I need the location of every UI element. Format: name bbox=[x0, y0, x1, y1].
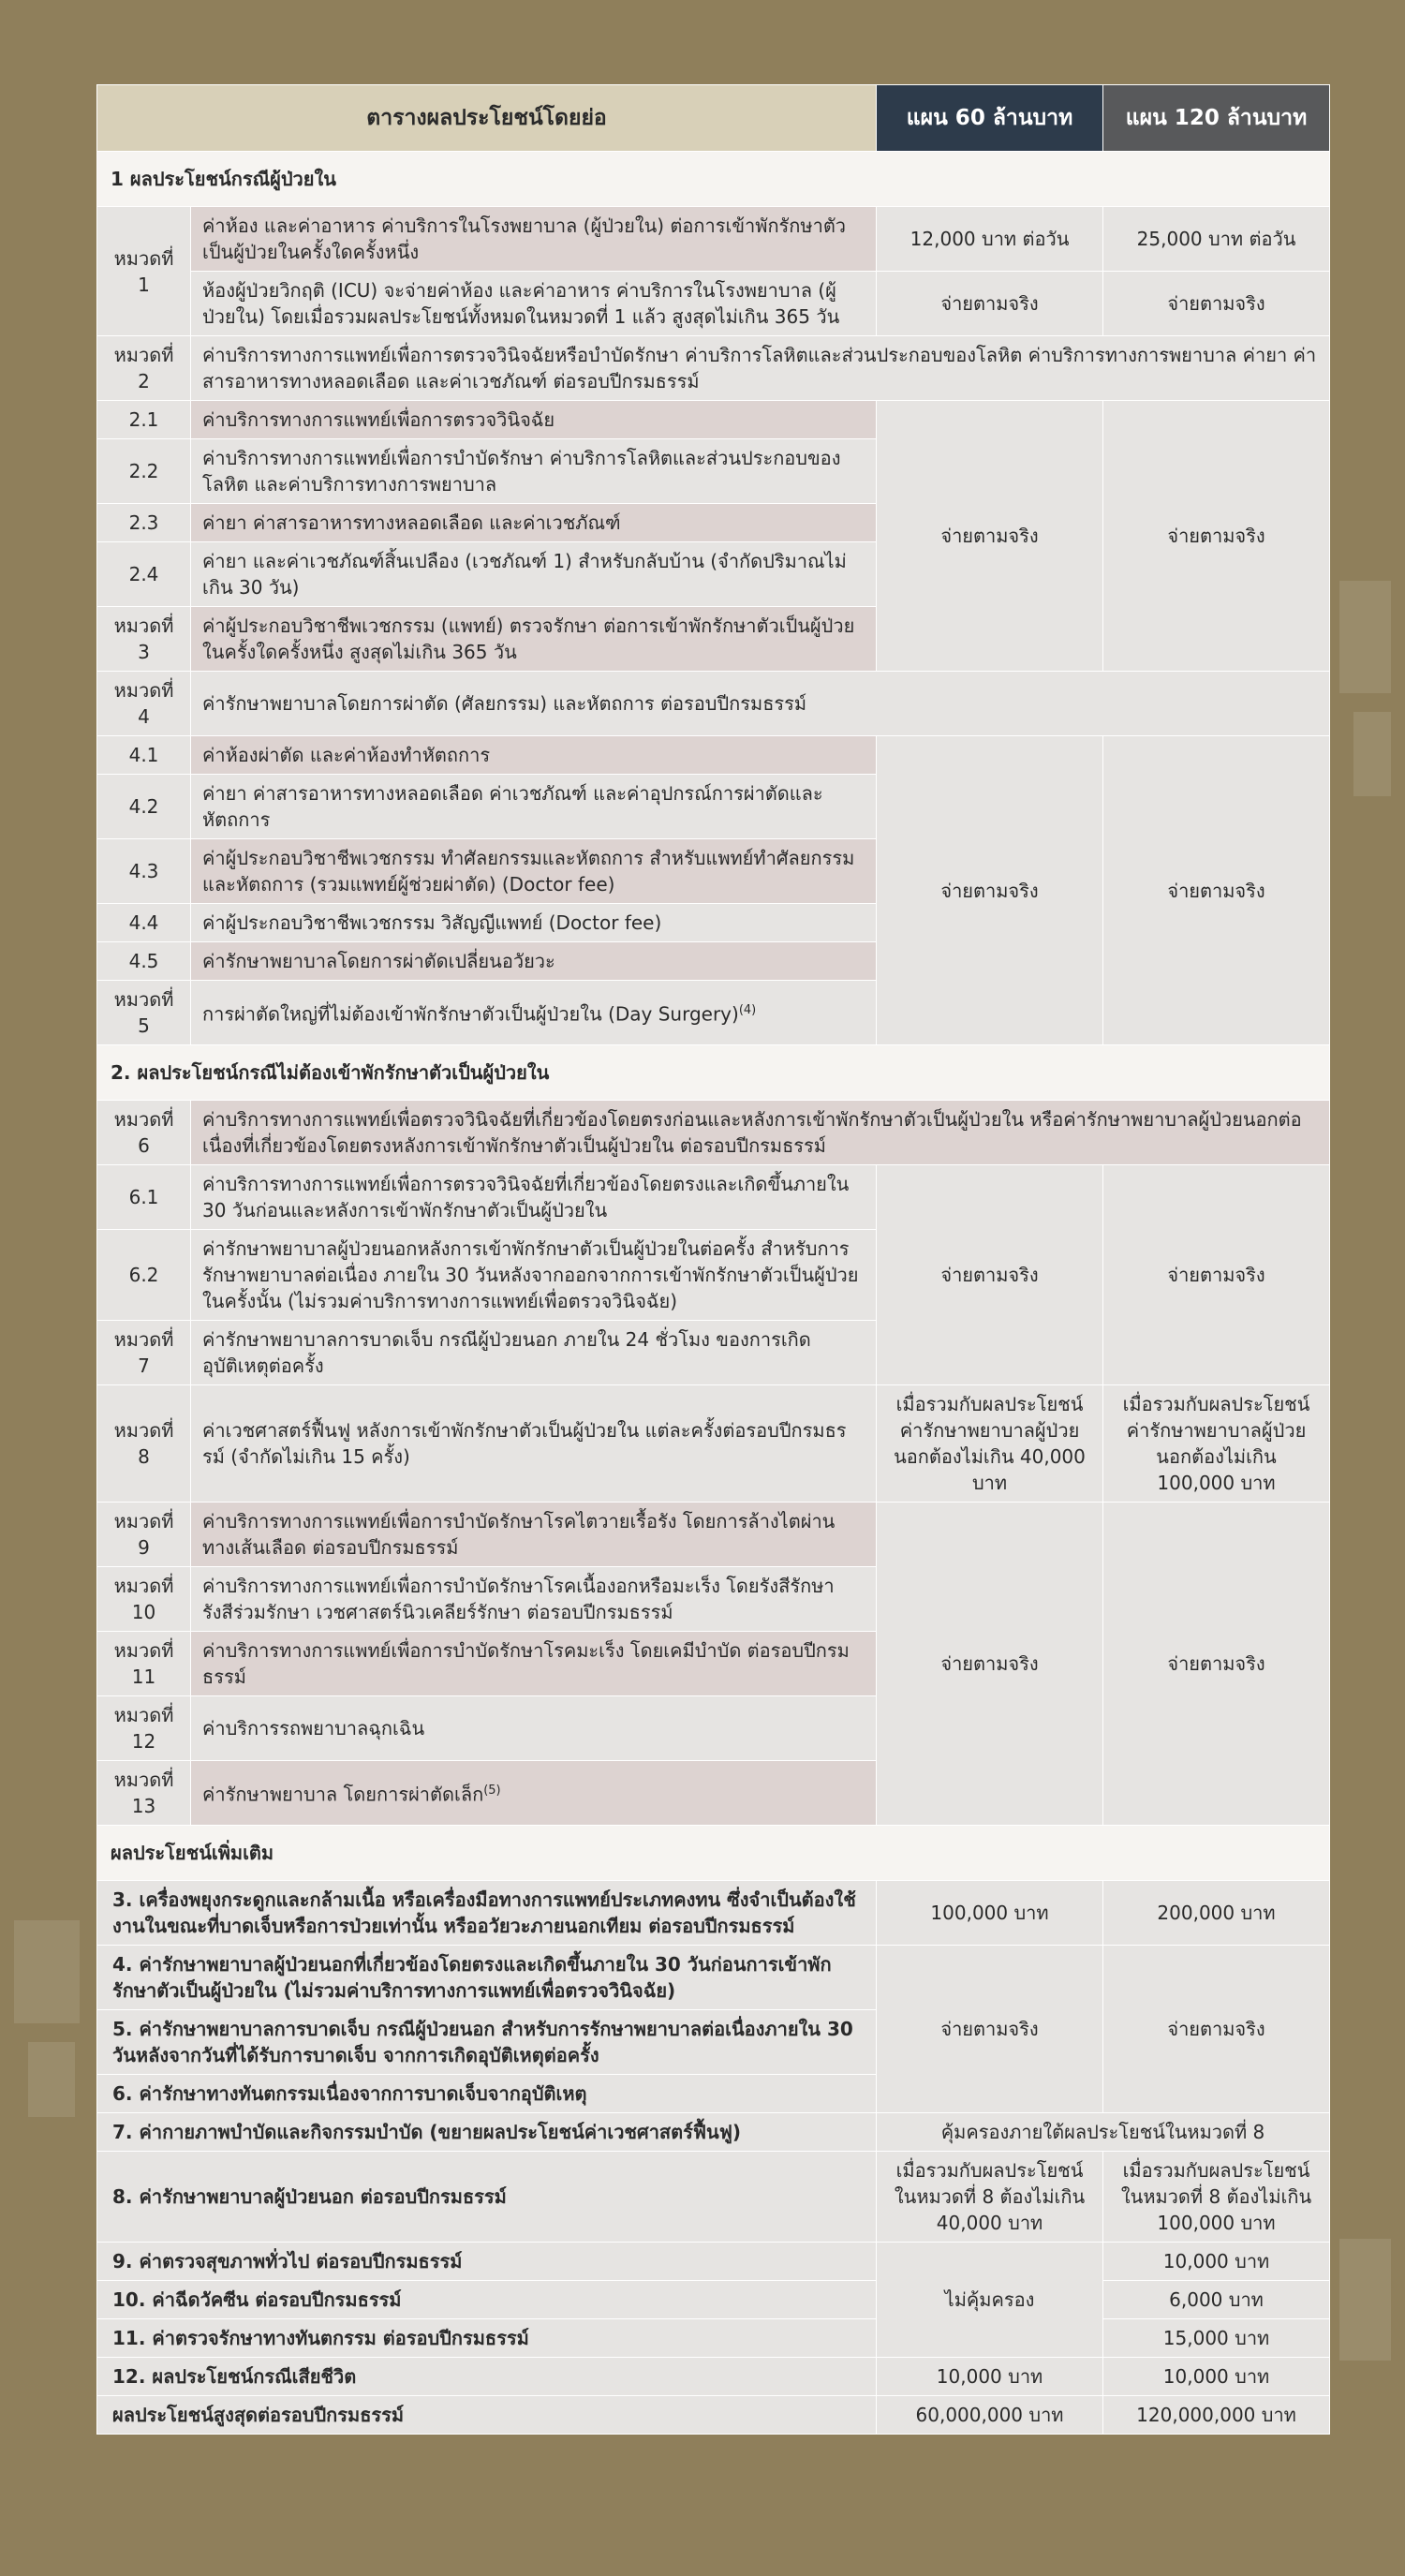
category-label: หมวดที่ 13 bbox=[97, 1761, 191, 1826]
plan-shared-value: คุ้มครองภายใต้ผลประโยชน์ในหมวดที่ 8 bbox=[877, 2113, 1330, 2152]
plan-60-value: จ่ายตามจริง bbox=[877, 1503, 1103, 1826]
benefit-description: ค่าห้องผ่าตัด และค่าห้องทำหัตถการ bbox=[191, 736, 877, 775]
item-number: 2.4 bbox=[97, 542, 191, 607]
item-number: 4.3 bbox=[97, 839, 191, 904]
table-row bbox=[97, 736, 1330, 775]
table-title: ตารางผลประโยชน์โดยย่อ bbox=[97, 85, 877, 152]
item-number: 4.1 bbox=[97, 736, 191, 775]
table-row bbox=[97, 1503, 1330, 1567]
plan-60-value: จ่ายตามจริง bbox=[877, 1946, 1103, 2113]
benefit-description: ค่าผู้ประกอบวิชาชีพเวชกรรม วิสัญญีแพทย์ (Doctor fee) bbox=[191, 904, 877, 942]
plan-60-header: แผน 60 ล้านบาท bbox=[877, 85, 1103, 152]
benefit-description: ค่าบริการทางการแพทย์เพื่อการบำบัดรักษาโรคไตวายเรื้อรัง โดยการล้างไตผ่านทางเส้นเลือด ต่อรอบปีกรมธรรม์ bbox=[191, 1503, 877, 1567]
benefit-description: 8. ค่ารักษาพยาบาลผู้ป่วยนอก ต่อรอบปีกรมธรรม์ bbox=[97, 2152, 877, 2243]
benefit-description: 11. ค่าตรวจรักษาทางทันตกรรม ต่อรอบปีกรมธรรม์ bbox=[97, 2319, 877, 2358]
category-label: หมวดที่ 7 bbox=[97, 1321, 191, 1385]
decorative-pattern bbox=[1353, 712, 1391, 796]
benefit-description: ค่ายา และค่าเวชภัณฑ์สิ้นเปลือง (เวชภัณฑ์ 1) สำหรับกลับบ้าน (จำกัดปริมาณไม่เกิน 30 วัน) bbox=[191, 542, 877, 607]
plan-120-header: แผน 120 ล้านบาท bbox=[1103, 85, 1330, 152]
table-row bbox=[97, 1946, 1330, 2010]
benefit-description bbox=[191, 981, 877, 1045]
benefit-description: ค่าบริการทางการแพทย์เพื่อการบำบัดรักษาโรคมะเร็ง โดยเคมีบำบัด ต่อรอบปีกรมธรรม์ bbox=[191, 1632, 877, 1696]
table-row bbox=[97, 401, 1330, 439]
category-label: หมวดที่ 4 bbox=[97, 672, 191, 736]
benefit-description: ผลประโยชน์สูงสุดต่อรอบปีกรมธรรม์ bbox=[97, 2396, 877, 2435]
benefit-description-text: การผ่าตัดใหญ่ที่ไม่ต้องเข้าพักรักษาตัวเป็นผู้ป่วยใน (Day Surgery) bbox=[202, 1002, 739, 1026]
benefit-description: ค่ารักษาพยาบาลผู้ป่วยนอกหลังการเข้าพักรักษาตัวเป็นผู้ป่วยในต่อครั้ง สำหรับการรักษาพยาบาลต่อเนื่อง ภายใน 30 วันหลังจากออกจากการเข้าพักรักษาตัวเป็นผู้ป่วยในครั้งนั้น (ไม่รวมค่าบริการทางการแพทย์เพื่อตรวจวินิจฉัย) bbox=[191, 1230, 877, 1321]
plan-120-value: 15,000 บาท bbox=[1103, 2319, 1330, 2358]
item-number: 6.2 bbox=[97, 1230, 191, 1321]
table-row bbox=[97, 2243, 1330, 2281]
plan-120-value: จ่ายตามจริง bbox=[1103, 736, 1330, 1045]
table-row bbox=[97, 2113, 1330, 2152]
decorative-pattern bbox=[1339, 581, 1391, 693]
plan-120-value: จ่ายตามจริง bbox=[1103, 1946, 1330, 2113]
category-label: หมวดที่ 3 bbox=[97, 607, 191, 672]
plan-120-value: 10,000 บาท bbox=[1103, 2358, 1330, 2396]
category-label: หมวดที่ 5 bbox=[97, 981, 191, 1045]
benefit-summary-sheet bbox=[96, 84, 1329, 2435]
benefit-description: ค่าบริการทางการแพทย์เพื่อการตรวจวินิจฉัยที่เกี่ยวข้องโดยตรงและเกิดขึ้นภายใน 30 วันก่อนและหลังการเข้าพักรักษาตัวเป็นผู้ป่วยใน bbox=[191, 1165, 877, 1230]
benefit-description: 6. ค่ารักษาทางทันตกรรมเนื่องจากการบาดเจ็บจากอุบัติเหตุ bbox=[97, 2075, 877, 2113]
plan-60-value: เมื่อรวมกับผลประโยชน์ในหมวดที่ 8 ต้องไม่เกิน 40,000 บาท bbox=[877, 2152, 1103, 2243]
item-number: 2.1 bbox=[97, 401, 191, 439]
benefit-description: 10. ค่าฉีดวัคซีน ต่อรอบปีกรมธรรม์ bbox=[97, 2281, 877, 2319]
category-label: หมวดที่ 8 bbox=[97, 1385, 191, 1503]
benefit-description: ค่าผู้ประกอบวิชาชีพเวชกรรม ทำศัลยกรรมและหัตถการ สำหรับแพทย์ทำศัลยกรรมและหัตถการ (รวมแพทย์ผู้ช่วยผ่าตัด) (Doctor fee) bbox=[191, 839, 877, 904]
benefit-description: ค่าบริการทางการแพทย์เพื่อการตรวจวินิจฉัย bbox=[191, 401, 877, 439]
category-label: หมวดที่ 2 bbox=[97, 336, 191, 401]
benefit-description: 9. ค่าตรวจสุขภาพทั่วไป ต่อรอบปีกรมธรรม์ bbox=[97, 2243, 877, 2281]
benefit-description: ค่าผู้ประกอบวิชาชีพเวชกรรม (แพทย์) ตรวจรักษา ต่อการเข้าพักรักษาตัวเป็นผู้ป่วยในครั้งใดครั้งหนึ่ง สูงสุดไม่เกิน 365 วัน bbox=[191, 607, 877, 672]
plan-60-value: 60,000,000 บาท bbox=[877, 2396, 1103, 2435]
plan-120-value: จ่ายตามจริง bbox=[1103, 1503, 1330, 1826]
plan-60-value: 100,000 บาท bbox=[877, 1881, 1103, 1946]
footnote-ref: (4) bbox=[738, 1003, 757, 1018]
table-row bbox=[97, 2152, 1330, 2243]
plan-60-value: 12,000 บาท ต่อวัน bbox=[877, 207, 1103, 272]
benefit-description: ค่าห้อง และค่าอาหาร ค่าบริการในโรงพยาบาล (ผู้ป่วยใน) ต่อการเข้าพักรักษาตัวเป็นผู้ป่วยในครั้งใดครั้งหนึ่ง bbox=[191, 207, 877, 272]
decorative-pattern bbox=[14, 1920, 80, 2023]
benefit-description: ห้องผู้ป่วยวิกฤติ (ICU) จะจ่ายค่าห้อง และค่าอาหาร ค่าบริการในโรงพยาบาล (ผู้ป่วยใน) โดยเมื่อรวมผลประโยชน์ทั้งหมดในหมวดที่ 1 แล้ว สูงสุดไม่เกิน 365 วัน bbox=[191, 272, 877, 336]
section-header-row bbox=[97, 1045, 1330, 1101]
footnote-ref: (5) bbox=[483, 1784, 501, 1799]
plan-120-value: 120,000,000 บาท bbox=[1103, 2396, 1330, 2435]
table-row bbox=[97, 1385, 1330, 1503]
item-number: 2.2 bbox=[97, 439, 191, 504]
table-row bbox=[97, 1101, 1330, 1165]
benefit-description: ค่าบริการรถพยาบาลฉุกเฉิน bbox=[191, 1696, 877, 1761]
item-number: 2.3 bbox=[97, 504, 191, 542]
table-row bbox=[97, 672, 1330, 736]
plan-60-value: จ่ายตามจริง bbox=[877, 401, 1103, 672]
section-1-title: 1 ผลประโยชน์กรณีผู้ป่วยใน bbox=[97, 152, 1330, 207]
extra-section-title: ผลประโยชน์เพิ่มเติม bbox=[97, 1826, 1330, 1881]
section-2-title: 2. ผลประโยชน์กรณีไม่ต้องเข้าพักรักษาตัวเป็นผู้ป่วยใน bbox=[97, 1045, 1330, 1101]
benefit-description: ค่าบริการทางการแพทย์เพื่อการบำบัดรักษา ค่าบริการโลหิตและส่วนประกอบของโลหิต และค่าบริการทางการพยาบาล bbox=[191, 439, 877, 504]
table-row bbox=[97, 1165, 1330, 1230]
benefit-description: 5. ค่ารักษาพยาบาลการบาดเจ็บ กรณีผู้ป่วยนอก สำหรับการรักษาพยาบาลต่อเนื่องภายใน 30 วันหลังจากวันที่ได้รับการบาดเจ็บ จากการเกิดอุบัติเหตุต่อครั้ง bbox=[97, 2010, 877, 2075]
plan-60-value: เมื่อรวมกับผลประโยชน์ค่ารักษาพยาบาลผู้ป่วยนอกต้องไม่เกิน 40,000 บาท bbox=[877, 1385, 1103, 1503]
benefit-description: 12. ผลประโยชน์กรณีเสียชีวิต bbox=[97, 2358, 877, 2396]
benefit-description: 4. ค่ารักษาพยาบาลผู้ป่วยนอกที่เกี่ยวข้องโดยตรงและเกิดขึ้นภายใน 30 วันก่อนการเข้าพักรักษาตัวเป็นผู้ป่วยใน (ไม่รวมค่าบริการทางการแพทย์เพื่อตรวจวินิจฉัย) bbox=[97, 1946, 877, 2010]
plan-60-value: ไม่คุ้มครอง bbox=[877, 2243, 1103, 2358]
table-row bbox=[97, 272, 1330, 336]
table-row bbox=[97, 1881, 1330, 1946]
benefit-description: ค่าเวชศาสตร์ฟื้นฟู หลังการเข้าพักรักษาตัวเป็นผู้ป่วยใน แต่ละครั้งต่อรอบปีกรมธรรม์ (จำกัดไม่เกิน 15 ครั้ง) bbox=[191, 1385, 877, 1503]
table-row bbox=[97, 2396, 1330, 2435]
plan-60-value: จ่ายตามจริง bbox=[877, 272, 1103, 336]
category-label: หมวดที่ 12 bbox=[97, 1696, 191, 1761]
benefit-description: 7. ค่ากายภาพบำบัดและกิจกรรมบำบัด (ขยายผลประโยชน์ค่าเวชศาสตร์ฟื้นฟู) bbox=[97, 2113, 877, 2152]
category-label: หมวดที่ 1 bbox=[97, 207, 191, 336]
benefit-description: ค่าบริการทางการแพทย์เพื่อการบำบัดรักษาโรคเนื้องอกหรือมะเร็ง โดยรังสีรักษา รังสีร่วมรักษา เวชศาสตร์นิวเคลียร์รักษา ต่อรอบปีกรมธรรม์ bbox=[191, 1567, 877, 1632]
benefit-description: ค่ารักษาพยาบาลการบาดเจ็บ กรณีผู้ป่วยนอก ภายใน 24 ชั่วโมง ของการเกิดอุบัติเหตุต่อครั้ง bbox=[191, 1321, 877, 1385]
table-row bbox=[97, 207, 1330, 272]
item-number: 6.1 bbox=[97, 1165, 191, 1230]
benefit-description-text: ค่ารักษาพยาบาล โดยการผ่าตัดเล็ก bbox=[202, 1783, 484, 1806]
plan-120-value: เมื่อรวมกับผลประโยชน์ในหมวดที่ 8 ต้องไม่เกิน 100,000 บาท bbox=[1103, 2152, 1330, 2243]
plan-120-value: 6,000 บาท bbox=[1103, 2281, 1330, 2319]
benefit-description: ค่าบริการทางการแพทย์เพื่อตรวจวินิจฉัยที่เกี่ยวข้องโดยตรงก่อนและหลังการเข้าพักรักษาตัวเป็นผู้ป่วยใน หรือค่ารักษาพยาบาลผู้ป่วยนอกต่อเนื่องที่เกี่ยวข้องโดยตรงหลังการเข้าพักรักษาตัวเป็นผู้ป่วยใน ต่อรอบปีกรมธรรม์ bbox=[191, 1101, 1330, 1165]
plan-120-value: จ่ายตามจริง bbox=[1103, 272, 1330, 336]
category-label: หมวดที่ 9 bbox=[97, 1503, 191, 1567]
plan-120-value: 10,000 บาท bbox=[1103, 2243, 1330, 2281]
category-label: หมวดที่ 11 bbox=[97, 1632, 191, 1696]
benefit-table bbox=[96, 84, 1330, 2435]
plan-120-value: จ่ายตามจริง bbox=[1103, 401, 1330, 672]
benefit-description bbox=[191, 1761, 877, 1826]
plan-120-value: เมื่อรวมกับผลประโยชน์ค่ารักษาพยาบาลผู้ป่วยนอกต้องไม่เกิน 100,000 บาท bbox=[1103, 1385, 1330, 1503]
table-row bbox=[97, 336, 1330, 401]
benefit-description: ค่ารักษาพยาบาลโดยการผ่าตัด (ศัลยกรรม) และหัตถการ ต่อรอบปีกรมธรรม์ bbox=[191, 672, 1330, 736]
plan-60-value: 10,000 บาท bbox=[877, 2358, 1103, 2396]
benefit-description: ค่ายา ค่าสารอาหารทางหลอดเลือด และค่าเวชภัณฑ์ bbox=[191, 504, 877, 542]
section-header-row bbox=[97, 1826, 1330, 1881]
category-label: หมวดที่ 10 bbox=[97, 1567, 191, 1632]
item-number: 4.4 bbox=[97, 904, 191, 942]
plan-60-value: จ่ายตามจริง bbox=[877, 1165, 1103, 1385]
benefit-description: ค่ายา ค่าสารอาหารทางหลอดเลือด ค่าเวชภัณฑ์ และค่าอุปกรณ์การผ่าตัดและหัตถการ bbox=[191, 775, 877, 839]
item-number: 4.5 bbox=[97, 942, 191, 981]
plan-120-value: 200,000 บาท bbox=[1103, 1881, 1330, 1946]
table-row bbox=[97, 2358, 1330, 2396]
benefit-description: ค่ารักษาพยาบาลโดยการผ่าตัดเปลี่ยนอวัยวะ bbox=[191, 942, 877, 981]
decorative-pattern bbox=[1339, 2239, 1391, 2361]
item-number: 4.2 bbox=[97, 775, 191, 839]
table-row bbox=[97, 2281, 1330, 2319]
table-row bbox=[97, 2319, 1330, 2358]
plan-120-value: 25,000 บาท ต่อวัน bbox=[1103, 207, 1330, 272]
table-header-row bbox=[97, 85, 1330, 152]
section-header-row bbox=[97, 152, 1330, 207]
benefit-description: ค่าบริการทางการแพทย์เพื่อการตรวจวินิจฉัยหรือบำบัดรักษา ค่าบริการโลหิตและส่วนประกอบของโลหิต ค่าบริการทางการพยาบาล ค่ายา ค่าสารอาหารทางหลอดเลือด และค่าเวชภัณฑ์ ต่อรอบปีกรมธรรม์ bbox=[191, 336, 1330, 401]
category-label: หมวดที่ 6 bbox=[97, 1101, 191, 1165]
decorative-pattern bbox=[28, 2042, 75, 2117]
plan-120-value: จ่ายตามจริง bbox=[1103, 1165, 1330, 1385]
benefit-description: 3. เครื่องพยุงกระดูกและกล้ามเนื้อ หรือเครื่องมือทางการแพทย์ประเภทคงทน ซึ่งจำเป็นต้องใช้งานในขณะที่บาดเจ็บหรือการป่วยเท่านั้น หรืออวัยวะภายนอกเทียม ต่อรอบปีกรมธรรม์ bbox=[97, 1881, 877, 1946]
plan-60-value: จ่ายตามจริง bbox=[877, 736, 1103, 1045]
